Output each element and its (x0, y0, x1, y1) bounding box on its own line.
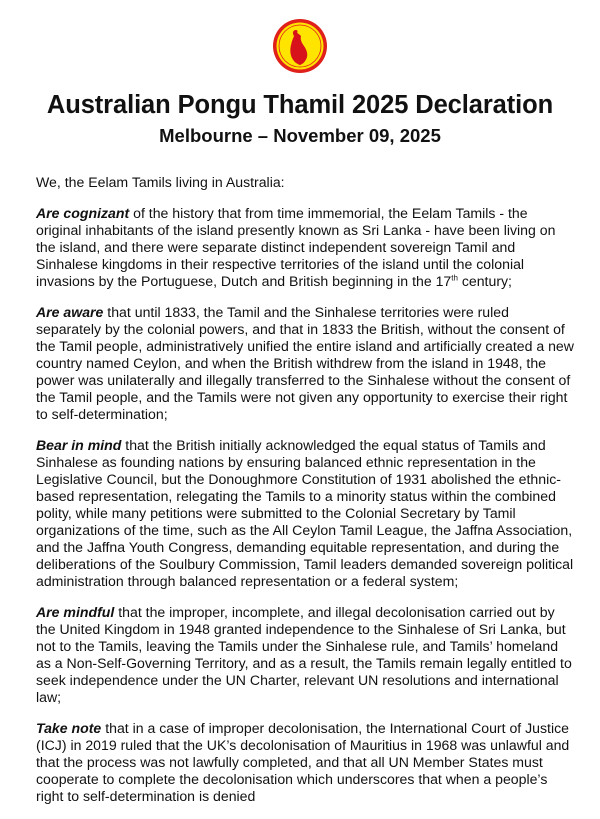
intro-paragraph: We, the Eelam Tamils living in Australia: (36, 174, 285, 190)
clause-paragraph (36, 437, 576, 590)
emblem-logo (272, 18, 328, 74)
clause-paragraph (36, 205, 576, 290)
clause-text: that the British initially acknowledged the equal status of Tamils and Sinhalese as founding nations by ensuring balanced ethnic representation in the Legislative Council, but the Donoughmore Constitution of 1931 abolished the ethnic-based representation, relegating the Tamils to a minority status within the combined polity, while many petitions were submitted to the Colonial Secretary by Tamil organizations of the time, such as the All Ceylon Tamil League, the Jaffna Association, and the Jaffna Youth Congress, demanding equitable representation, and during the deliberations of the Soulbury Commission, Tamil leaders demanded sovereign political administration through balanced representation or a federal system; (36, 437, 574, 589)
tamil-eelam-emblem-icon (272, 18, 328, 74)
clause-lead: Take note (36, 720, 102, 736)
clause-text: that in a case of improper decolonisation, the International Court of Justice (ICJ) in 2019 ruled that the UK’s decolonisation of Mauritius in 1968 was unlawful and that the process was not lawfully completed, and that all UN Member States must cooperate to complete the decolonisation which underscores that when a people’s right to self-determination is denied (36, 720, 570, 804)
page-subtitle: Melbourne – November 09, 2025 (159, 125, 441, 146)
clause-lead: Are cognizant (36, 205, 130, 221)
clause-lead: Bear in mind (36, 437, 122, 453)
declaration-body (36, 174, 576, 819)
clause-lead: Are aware (36, 304, 104, 320)
clause-text: that until 1833, the Tamil and the Sinhalese territories were ruled separately by the colonial powers, and that in 1833 the British, without the consent of the Tamil people, administratively unified the entire island and artificially created a new country named Ceylon, and when the British withdrew from the island in 1948, the power was unilaterally and illegally transferred to the Sinhalese without the consent of the Tamil people, and the Tamils were not given any opportunity to exercise their right to self-determination; (36, 304, 574, 422)
clause-lead: Are mindful (36, 604, 115, 620)
clause-text: that the improper, incomplete, and illegal decolonisation carried out by the United Kingdom in 1948 granted independence to the Sinhalese of Sri Lanka, but not to the Tamils, leaving the Tamils under the Sinhalese rule, and Tamils’ homeland as a Non-Self-Governing Territory, and as a result, the Tamils remain legally entitled to seek independence under the UN Charter, relevant UN resolutions and international law; (36, 604, 572, 705)
clause-paragraph (36, 304, 576, 423)
clause-paragraph (36, 604, 576, 706)
clause-text-tail: century; (457, 273, 512, 289)
clause-text: of the history that from time immemorial, the Eelam Tamils - the original inhabitants of the island presently known as Sri Lanka - have been living on the island, and there were separate distinct independent sovereign Tamil and Sinhalese kingdoms in their respective territories of the island until the colonial invasions by the Portuguese, Dutch and British beginning in the 17 (36, 205, 556, 289)
page-title: Australian Pongu Thamil 2025 Declaration (46, 91, 554, 119)
ordinal-suffix: th (451, 273, 458, 283)
